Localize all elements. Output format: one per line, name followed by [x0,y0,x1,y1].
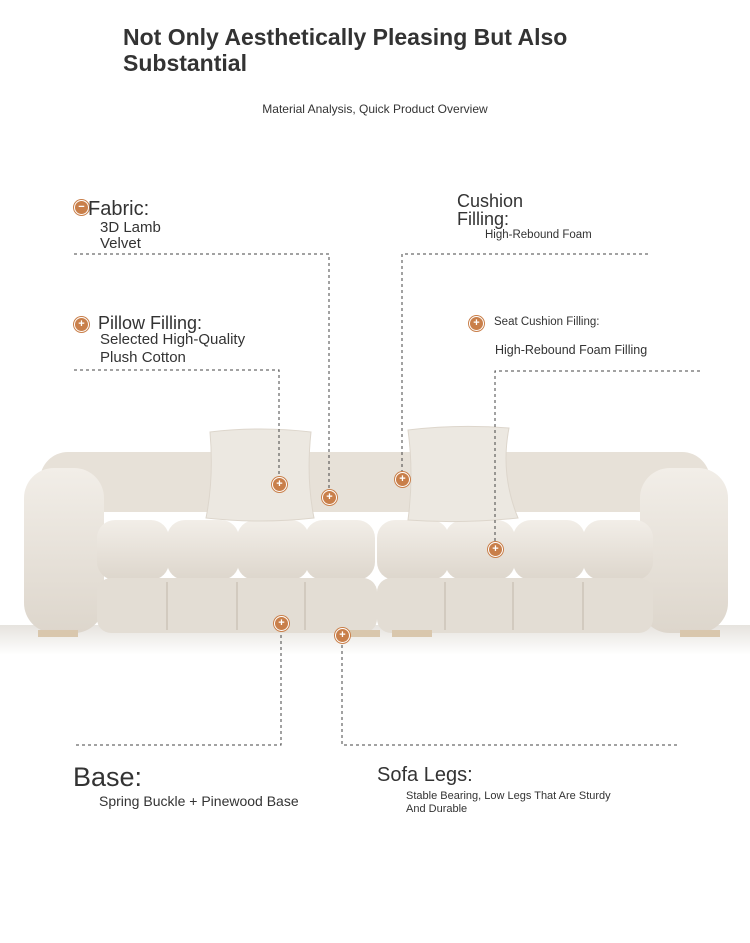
sofa-back [40,452,710,512]
sofa-arm-right [640,468,728,633]
seat-hotspot[interactable]: + [488,542,503,557]
pillow-detail: Selected High-Quality [100,331,246,348]
sofa-arm-left [24,468,104,633]
seat-detail: High-Rebound Foam Filling [495,343,648,357]
cushion-label: Filling: [457,209,510,229]
pillow-right [408,426,518,521]
legs-detail: Stable Bearing, Low Legs That Are Sturdy [406,790,611,802]
legs-label: Sofa Legs: [377,764,473,786]
legs-hotspot[interactable]: + [335,628,350,643]
page-title: Not Only Aesthetically Pleasing But Also Substantial [123,24,568,76]
page-subtitle: Material Analysis, Quick Product Overview [262,102,488,116]
seat-label: Seat Cushion Filling: [494,316,600,328]
seat-bullet-icon: + [469,316,484,331]
base-detail: Spring Buckle + Pinewood Base [99,793,299,809]
cushion-label: Cushion [457,191,524,211]
sofa-base [97,578,653,633]
fabric-label: Fabric: [88,198,150,220]
fabric-detail: 3D Lamb [100,219,161,236]
sofa-leg [392,630,432,637]
seat-cushions [97,520,653,580]
sofa-leg [680,630,720,637]
sofa-leg [38,630,78,637]
cushion-hotspot[interactable]: + [395,472,410,487]
fabric-hotspot[interactable]: + [322,490,337,505]
pillow-left [206,429,314,521]
pillow-bullet-icon: + [74,317,89,332]
fabric-detail: Velvet [100,235,141,252]
cushion-detail: High-Rebound Foam [485,229,592,241]
fabric-bullet-icon: − [74,200,89,215]
pillow-detail: Plush Cotton [100,349,186,366]
pillow-hotspot[interactable]: + [272,477,287,492]
legs-detail: And Durable [406,803,468,815]
base-hotspot[interactable]: + [274,616,289,631]
pillow-label: Pillow Filling: [98,313,203,333]
base-label: Base: [73,762,143,792]
